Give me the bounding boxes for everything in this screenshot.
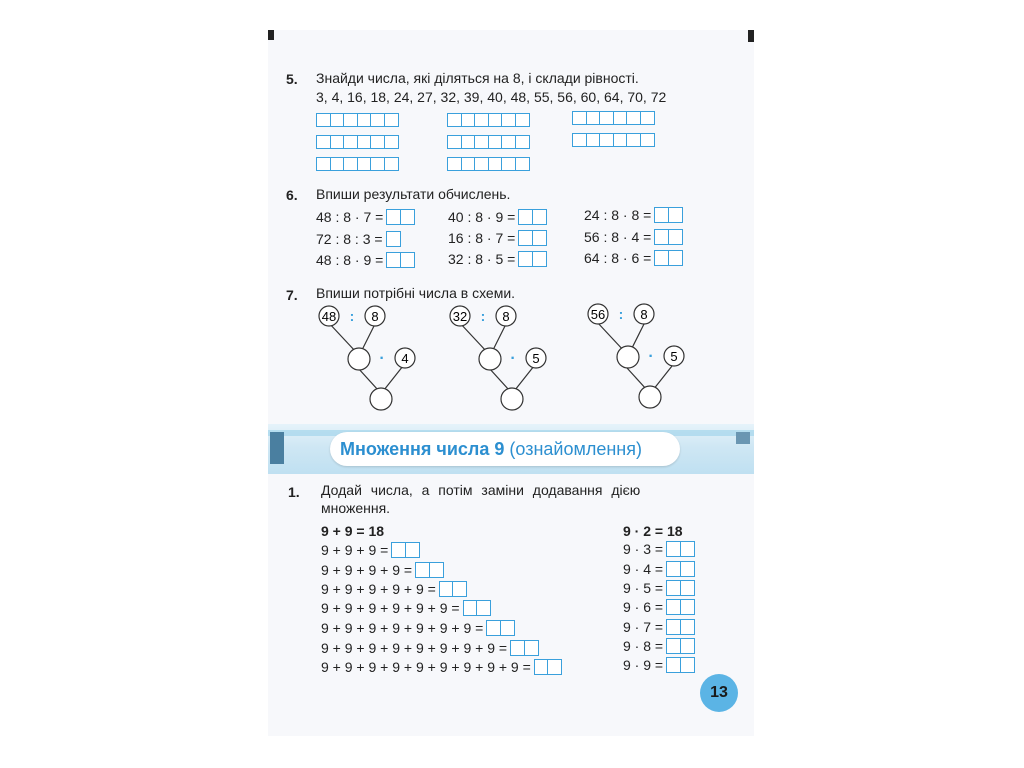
sum-equation: 9 + 9 + 9 =: [321, 542, 420, 558]
task-5-answer-grid: [316, 113, 399, 171]
answer-circle[interactable]: [617, 346, 639, 368]
scheme-number: 32: [452, 309, 468, 324]
scheme-number: 5: [532, 351, 540, 366]
banner-decoration: [270, 432, 284, 464]
task-6-equation: 24 : 8 · 8 =: [584, 207, 683, 223]
answer-cells[interactable]: [654, 250, 683, 266]
task-6-equation: 48 : 8 · 9 =: [316, 252, 415, 268]
division-sign: :: [618, 306, 624, 322]
answer-cells[interactable]: [666, 580, 695, 596]
scheme-number: 4: [401, 351, 409, 366]
mul-equation: 9 · 9 =: [623, 657, 695, 673]
answer-cells[interactable]: [316, 113, 399, 127]
task-6-number: 6.: [286, 187, 298, 203]
sum-equation: 9 + 9 + 9 + 9 + 9 + 9 + 9 =: [321, 620, 515, 636]
task-1-instruction: Додай числа, а потім заміни додавання дією: [321, 482, 641, 498]
section-title: Множення числа 9 (ознайомлення): [340, 439, 642, 459]
answer-cells[interactable]: [518, 209, 547, 225]
scheme-2: [450, 306, 546, 410]
answer-cells[interactable]: [439, 581, 468, 597]
task-6-equation: 40 : 8 · 9 =: [448, 209, 547, 225]
multiply-sign: ·: [648, 348, 654, 365]
answer-cells[interactable]: [572, 133, 655, 147]
answer-circle[interactable]: [348, 348, 370, 370]
mul-equation: 9 · 3 =: [623, 541, 695, 557]
task-1-number: 1.: [288, 484, 300, 500]
answer-cells[interactable]: [666, 561, 695, 577]
answer-cells[interactable]: [654, 229, 683, 245]
scheme-number: 8: [371, 309, 379, 324]
task-6-equation: 64 : 8 · 6 =: [584, 250, 683, 266]
task-6-instruction: Впиши результати обчислень.: [316, 186, 511, 202]
sum-equation: 9 + 9 + 9 + 9 + 9 + 9 =: [321, 600, 491, 616]
sum-example: 9 + 9 = 18: [321, 523, 385, 539]
task-5-answer-grid: [572, 111, 655, 147]
mul-example: 9 · 2 = 18: [623, 523, 683, 539]
scheme-number: 8: [502, 309, 510, 324]
page-number-badge: 13: [700, 674, 738, 712]
answer-cells[interactable]: [386, 252, 415, 268]
sum-equation: 9 + 9 + 9 + 9 + 9 =: [321, 581, 467, 597]
mul-equation: 9 · 4 =: [623, 561, 695, 577]
answer-cells[interactable]: [666, 657, 695, 673]
sum-equation: 9 + 9 + 9 + 9 + 9 + 9 + 9 + 9 + 9 =: [321, 659, 562, 675]
task-7-number: 7.: [286, 287, 298, 303]
answer-cells[interactable]: [386, 231, 401, 247]
scheme-1: [319, 306, 415, 410]
task-5-numbers: 3, 4, 16, 18, 24, 27, 32, 39, 40, 48, 55, 56, 60, 64, 70, 72: [316, 89, 667, 105]
answer-cells[interactable]: [386, 209, 415, 225]
answer-cells[interactable]: [666, 619, 695, 635]
task-5-number: 5.: [286, 71, 298, 87]
multiply-sign: ·: [510, 350, 516, 367]
answer-cells[interactable]: [518, 230, 547, 246]
division-sign: :: [349, 308, 355, 324]
answer-cells[interactable]: [447, 113, 530, 127]
answer-cells[interactable]: [447, 135, 530, 149]
scheme-number: 8: [640, 307, 648, 322]
task-6-equation: 16 : 8 · 7 =: [448, 230, 547, 246]
page-edge-mark: [268, 30, 274, 40]
mul-equation: 9 · 6 =: [623, 599, 695, 615]
mul-equation: 9 · 5 =: [623, 580, 695, 596]
answer-cells[interactable]: [316, 157, 399, 171]
answer-cells[interactable]: [572, 111, 655, 125]
answer-cells[interactable]: [415, 562, 444, 578]
sum-equation: 9 + 9 + 9 + 9 =: [321, 562, 444, 578]
scheme-number: 5: [670, 349, 678, 364]
answer-cells[interactable]: [391, 542, 420, 558]
task-6-equation: 48 : 8 · 7 =: [316, 209, 415, 225]
answer-circle[interactable]: [370, 388, 392, 410]
task-6-equation: 56 : 8 · 4 =: [584, 229, 683, 245]
task-5-answer-grid: [447, 113, 530, 171]
sum-equation: 9 + 9 + 9 + 9 + 9 + 9 + 9 + 9 =: [321, 640, 539, 656]
answer-cells[interactable]: [518, 251, 547, 267]
mul-equation: 9 · 8 =: [623, 638, 695, 654]
task-6-equation: 32 : 8 · 5 =: [448, 251, 547, 267]
scheme-number: 48: [321, 309, 337, 324]
answer-circle[interactable]: [639, 386, 661, 408]
task-7-schemes: [310, 300, 710, 415]
task-5-instruction: Знайди числа, які діляться на 8, і склади рівності.: [316, 70, 639, 86]
answer-cells[interactable]: [534, 659, 563, 675]
page-edge-mark: [748, 30, 754, 42]
answer-cells[interactable]: [486, 620, 515, 636]
answer-circle[interactable]: [501, 388, 523, 410]
task-7-instruction: Впиши потрібні числа в схеми.: [316, 285, 516, 301]
banner-decoration: [736, 432, 750, 444]
scheme-number: 56: [590, 307, 606, 322]
task-6-equation: 72 : 8 : 3 =: [316, 231, 401, 247]
answer-cells[interactable]: [654, 207, 683, 223]
division-sign: :: [480, 308, 486, 324]
answer-cells[interactable]: [510, 640, 539, 656]
answer-cells[interactable]: [666, 599, 695, 615]
answer-cells[interactable]: [463, 600, 492, 616]
scheme-3: [588, 304, 684, 408]
task-1-instruction-cont: множення.: [321, 500, 391, 516]
answer-cells[interactable]: [666, 638, 695, 654]
multiply-sign: ·: [379, 350, 385, 367]
answer-cells[interactable]: [316, 135, 399, 149]
answer-circle[interactable]: [479, 348, 501, 370]
mul-equation: 9 · 7 =: [623, 619, 695, 635]
answer-cells[interactable]: [447, 157, 530, 171]
answer-cells[interactable]: [666, 541, 695, 557]
section-banner: [268, 424, 754, 474]
